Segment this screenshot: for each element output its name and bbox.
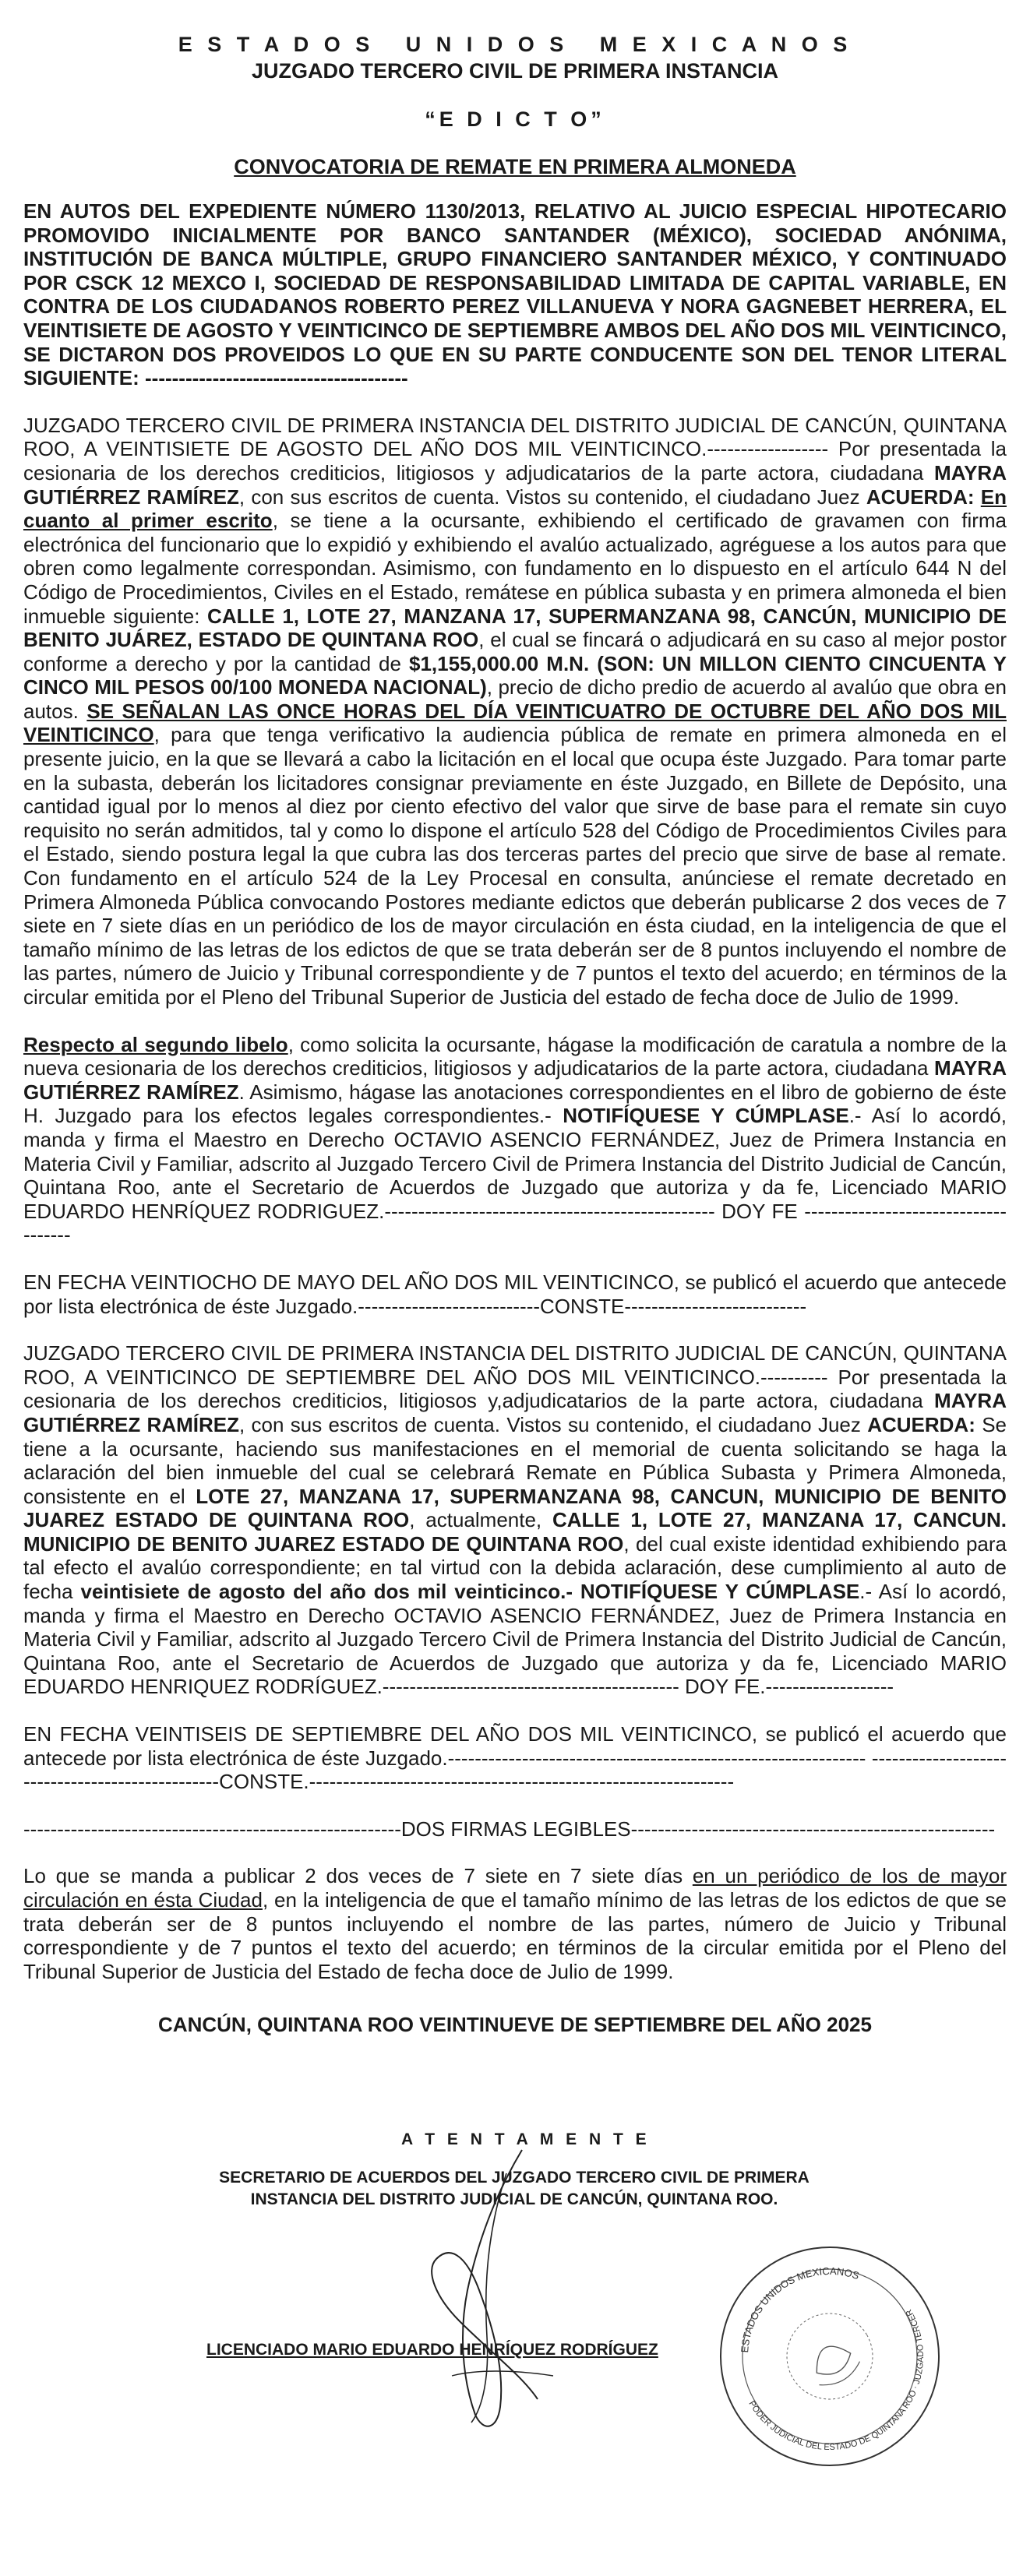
text-segment: JUZGADO TERCERO CIVIL DE PRIMERA INSTANCIA DEL DISTRITO JUDICIAL DE CANCÚN, QUINTANA ROO, A VEINTISIETE DE AGOSTO DEL AÑO DOS MIL VEINTICINCO.------------------ Por presentada la cesionaria de los derechos crediticios, litigiosos y adjudicatarios de la parte actora, ciudadana	[23, 413, 1007, 485]
newspaper-clause: en un periódico de los de mayor circulación en ésta Ciudad	[23, 1864, 1007, 1912]
seal-outer-text: PODER JUDICIAL DEL ESTADO DE QUINTANA ROO · JUZGADO TERCERO	[746, 2307, 926, 2453]
publication-note-1: EN FECHA VEINTIOCHO DE MAYO DEL AÑO DOS MIL VEINTICINCO, se publicó el acuerdo que antecede por lista electrónica de éste Juzgado.---------------------------CONSTE---------------------------	[23, 1270, 1007, 1318]
text-segment: JUZGADO TERCERO CIVIL DE PRIMERA INSTANCIA DEL DISTRITO JUDICIAL DE CANCÚN, QUINTANA ROO, A VEINTICINCO DE SEPTIEMBRE DEL AÑO DOS MIL VEINTICINCO.---------- Por presentada la cesionaria de los derechos crediticios, litigiosos y,adjudicatarios de la parte actora, ciudadana	[23, 1341, 1007, 1413]
first-ruling-paragraph	[23, 414, 1007, 1010]
text-segment: . Asimismo, hágase las anotaciones correspondientes en el libro de gobierno de éste H. Juzgado para los efectos legales correspondientes.-	[23, 1080, 1007, 1128]
two-signatures-line: --------------------------------------------------------DOS FIRMAS LEGIBLES------------------------------------------------------	[23, 1817, 996, 1841]
acuerda-label: ACUERDA:	[867, 1412, 975, 1436]
text-segment: , para que tenga verificativo la audiencia pública de remate en primera almoneda en el presente juicio, en la que se llevará a cabo la licitación en el local que ocupa éste Juzgado. Para tomar parte en la subasta, deberán los licitadores consignar previamente en éste Juzgado, en Billete de Depósito, una cantidad igual por lo menos al diez por ciento efectivo del valor que sirve de base para el remate sin cuyo requisito no serán admitidos, tal y como lo dispone el artículo 528 del Código de Procedimientos Civiles para el Estado, siendo postura legal la que cubra las dos terceras partes del precio que sirve de base al remate. Con fundamento en el artículo 524 de la Ley Procesal en consulta, anúnciese el remate decretado en Primera Almoneda Pública convocando Postores mediante edictos que deberán publicarse 2 dos veces de 7 siete en 7 siete días en un periódico de los de mayor circulación en ésta ciudad, en la inteligencia de que el tamaño mínimo de las letras de los edictos de que se trata deberán ser de 8 puntos incluyendo el nombre de las partes, número de Juicio y Tribunal correspondiente y de 7 puntos el texto del acuerdo; en términos de la circular emitida por el Pleno del Tribunal Superior de Justicia del estado de fecha doce de Julio de 1999.	[23, 723, 1007, 1009]
text-segment: , con sus escritos de cuenta. Vistos su contenido, el ciudadano Juez	[238, 485, 866, 509]
signature-area	[0, 2127, 1030, 2516]
text-segment: , precio de dicho predio de acuerdo al avalúo que obra en autos.	[23, 675, 1007, 723]
handwritten-signature	[405, 2142, 577, 2438]
party-name: MAYRA GUTIÉRREZ RAMÍREZ	[23, 1056, 1007, 1104]
country-heading: E S T A D O S U N I D O S M E X I C A N O S	[178, 33, 852, 56]
second-ruling-paragraph	[23, 1341, 1007, 1699]
intro-paragraph: EN AUTOS DEL EXPEDIENTE NÚMERO 1130/2013, RELATIVO AL JUICIO ESPECIAL HIPOTECARIO PROMOVIDO INICIALMENTE POR BANCO SANTANDER (MÉXICO), SOCIEDAD ANÓNIMA, INSTITUCIÓN DE BANCA MÚLTIPLE, GRUPO FINANCIERO SANTANDER MÉXICO, Y CONTINUADO POR CSCK 12 MEXCO I, SOCIEDAD DE RESPONSABILIDAD LIMITADA DE CAPITAL VARIABLE, EN CONTRA DE LOS CIUDADANOS ROBERTO PEREZ VILLANUEVA Y NORA GAGNEBET HERRERA, EL VEINTISIETE DE AGOSTO Y VEINTICINCO DE SEPTIEMBRE AMBOS DEL AÑO DOS MIL VEINTICINCO, SE DICTARON DOS PROVEIDOS LO QUE EN SU PARTE CONDUCENTE SON DEL TENOR LITERAL SIGUIENTE: ---------------------------------------	[23, 199, 1007, 390]
convocatoria-title: CONVOCATORIA DE REMATE EN PRIMERA ALMONEDA	[234, 155, 796, 178]
publication-instructions	[23, 1864, 1007, 1983]
text-segment: Lo que se manda a publicar 2 dos veces de 7 siete en 7 siete días	[23, 1864, 693, 1888]
atentamente-label: A T E N T A M E N T E	[401, 2130, 651, 2148]
text-segment: , como solicita la ocursante, hágase la modificación de caratula a nombre de la nueva cesionaria de los derechos crediticios, litigiosos y adjudicatarios de la parte actora, ciudadana	[23, 1032, 1007, 1080]
publication-note-2: EN FECHA VEINTISEIS DE SEPTIEMBRE DEL AÑO DOS MIL VEINTICINCO, se publicó el acuerdo que antecede por lista electrónica de éste Juzgado.-------------------------------------------------------------- -------------------------------------------------CONSTE.---------------------------------------------------------------	[23, 1722, 1007, 1794]
party-name: MAYRA GUTIÉRREZ RAMÍREZ	[23, 460, 1007, 509]
property-description: LOTE 27, MANZANA 17, SUPERMANZANA 98, CANCUN, MUNICIPIO DE BENITO JUAREZ ESTADO DE QUINTANA ROO	[23, 1484, 1007, 1532]
party-name: MAYRA GUTIÉRREZ RAMÍREZ	[23, 1389, 1007, 1436]
notification-clause: NOTIFÍQUESE Y CÚMPLASE	[563, 1104, 849, 1128]
text-segment: , con sus escritos de cuenta. Vistos su contenido, el ciudadano Juez	[238, 1412, 868, 1436]
auction-amount: $1,155,000.00 M.N. (SON: UN MILLON CIENTO CINCUENTA Y CINCO MIL PESOS 00/100 MONEDA NACIONAL)	[23, 651, 1007, 700]
text-segment: , se tiene a la ocursante, exhibiendo el certificado de gravamen con firma electrónica del funcionario que lo expidió y exhibiendo el avalúo actualizado, agréguese a los autos para que obren como legalmente correspondan. Asimismo, con fundamento en lo dispuesto en el artículo 644 N del Código de Procedimientos, Civiles en el Estado, remátese en pública subasta y en primera almoneda el bien inmueble siguiente:	[23, 509, 1007, 628]
text-segment: .- Así lo acordó, manda y firma el Maestro en Derecho OCTAVIO ASENCIO FERNÁNDEZ, Juez de Primera Instancia en Materia Civil y Familiar, adscrito al Juzgado Tercero Civil de Primera Instancia del Distrito Judicial de Cancún, Quintana Roo, ante el Secretario de Acuerdos de Juzgado que autoriza y da fe, Licenciado MARIO EDUARDO HENRÍQUEZ RODRIGUEZ.------------------------------------------------- DOY FE -------------------------------------	[23, 1104, 1007, 1247]
property-current-address: CALLE 1, LOTE 27, MANZANA 17, CANCUN. MUNICIPIO DE BENITO JUAREZ ESTADO DE QUINTANA ROO	[23, 1508, 1007, 1556]
place-and-date: CANCÚN, QUINTANA ROO VEINTINUEVE DE SEPTIEMBRE DEL AÑO 2025	[158, 2013, 872, 2037]
court-seal	[713, 2239, 947, 2473]
text-segment: .- Así lo acordó, manda y firma el Maestro en Derecho OCTAVIO ASENCIO FERNÁNDEZ, Juez de Primera Instancia en Materia Civil y Familiar, adscrito al Juzgado Tercero Civil de Primera Instancia del Distrito Judicial de Cancún, Quintana Roo, ante el Secretario de Acuerdos de Juzgado que autoriza y da fe, Licenciado MARIO EDUARDO HENRIQUEZ RODRÍGUEZ.-------------------------------------------- DOY FE.-------------------	[23, 1580, 1007, 1699]
seal-top-text: ESTADOS UNIDOS MEXICANOS	[739, 2264, 861, 2353]
edicto-title: “E D I C T O”	[425, 107, 605, 131]
text-segment: , el cual se fincará o adjudicará en su caso al mejor postor conforme a derecho y por la cantidad de	[23, 628, 1007, 675]
property-address: CALLE 1, LOTE 27, MANZANA 17, SUPERMANZANA 98, CANCÚN, MUNICIPIO DE BENITO JUÁREZ, ESTADO DE QUINTANA ROO	[23, 604, 1007, 652]
text-segment: , actualmente,	[409, 1508, 552, 1532]
ruling-date-clause: veintisiete de agosto del año dos mil veinticinco.- NOTIFÍQUESE Y CÚMPLASE	[80, 1580, 860, 1604]
text-segment: , en la inteligencia de que el tamaño mínimo de las letras de los edictos de que se trata deberán ser de 8 puntos incluyendo el nombre de las partes, número de Juicio y Tribunal correspondiente y de 7 puntos el texto del acuerdo; en términos de la circular emitida por el Pleno del Tribunal Superior de Justicia del Estado de fecha doce de Julio de 1999.	[23, 1888, 1007, 1983]
first-brief-heading: En cuanto al primer escrito	[23, 485, 1007, 533]
auction-date: SE SEÑALAN LAS ONCE HORAS DEL DÍA VEINTICUATRO DE OCTUBRE DEL AÑO DOS MIL VEINTICINCO	[23, 699, 1007, 747]
court-heading: JUZGADO TERCERO CIVIL DE PRIMERA INSTANCIA	[251, 59, 779, 83]
second-brief-heading: Respecto al segundo libelo	[23, 1032, 288, 1056]
text-segment: Se tiene a la ocursante, haciendo sus manifestaciones en el memorial de cuenta solicitando se haga la aclaración del bien inmueble del cual se celebrará Remate en Pública Subasta y Primera Almoneda, consistente en el	[23, 1412, 1007, 1508]
second-brief-paragraph	[23, 1033, 1007, 1247]
text-segment: , del cual existe identidad exhibiendo para tal efecto el avalúo correspondiente; en tal virtud con la debida aclaración, dese cumplimiento al auto de fecha	[23, 1531, 1007, 1604]
acuerda-label: ACUERDA:	[866, 485, 975, 509]
document-header	[23, 31, 1007, 84]
signer-name: LICENCIADO MARIO EDUARDO HENRÍQUEZ RODRÍGUEZ	[206, 2341, 658, 2359]
secretary-title: SECRETARIO DE ACUERDOS DEL JUZGADO TERCERO CIVIL DE PRIMERA INSTANCIA DEL DISTRITO JUDICIAL DE CANCÚN, QUINTANA ROO.	[219, 2169, 810, 2208]
